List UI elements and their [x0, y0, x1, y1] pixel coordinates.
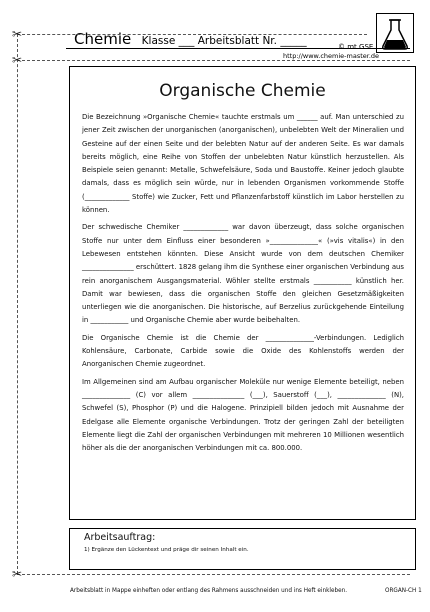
cloze-text: [82, 111, 404, 459]
task-item: 1) Ergänze den Lückentext und präge dir seinen Inhalt ein.: [84, 547, 249, 553]
subject-title: Chemie: [74, 30, 132, 48]
beaker-logo-icon: [376, 13, 414, 53]
task-frame: [69, 528, 416, 570]
paragraph-elements: Im Allgemeinen sind am Aufbau organischer Moleküle nur wenige Elemente beteiligt, neben ______________ (C) vor allem _______________ (___), Sauerstoff (___), ______________ (N), Schwefel (S), Phosphor (P) und die Halogene. Prinzipiell bilden jedoch mit Ausnahme der Edelgase alle Elemente organische Verbindungen. Trotz der geringen Zahl der beteiligten Elemente liegt die Zahl der organischen Verbindungen mit mehreren 10 Millionen wesentlich höher als die der anorganischen Verbindungen mit ca. 800.000.: [82, 377, 404, 453]
main-text-frame: [69, 66, 416, 520]
scissors-icon: ✂: [12, 567, 23, 581]
paragraph-berzelius-woehler: Der schwedische Chemiker _____________ war davon überzeugt, dass solche organischen Stoffe nur unter dem Einfluss einer besonderen »______________« (»vis vitalis«) in den Lebewesen entstehen könnten. Diese Ansicht wurde von dem deutschen Chemiker _______________ erschüttert. 1828 gelang ihm die Synthese einer organischen Verbindung aus rein anorganischem Ausgangsmaterial. Wöhler stellte erstmals ___________ künstlich her. Damit war bewiesen, dass die organischen Stoffe den gleichen Gesetzmäßigkeiten unterliegen wie die anorganischen. Die historische, auf Berzelius zurückgehende Einteilung in ___________ und Organische Chemie aber wurde beibehalten.: [82, 223, 404, 325]
cut-line-header: [17, 60, 410, 61]
footer-code: ORGAN-CH 1: [385, 588, 422, 594]
task-title: Arbeitsauftrag:: [84, 532, 156, 543]
scissors-icon: ✂: [12, 53, 23, 67]
paragraph-definition: Die Organische Chemie ist die Chemie der ______________-Verbindungen. Lediglich Kohlensäure, Carbonate, Carbide sowie die Oxide des Kohlenstoffs werden der Anorganischen Chemie zugeordnet.: [82, 333, 404, 369]
cut-line-top: [17, 34, 367, 35]
footer-instruction: Arbeitsblatt in Mappe einheften oder entlang des Rahmens ausschneiden und ins Heft einkleben.: [70, 588, 348, 594]
class-worksheet-fields: Klasse ___ Arbeitsblatt Nr. _____: [141, 35, 307, 47]
copyright-text: © mt GSE: [338, 43, 374, 51]
website-url: http://www.chemie-master.de: [283, 52, 380, 60]
cut-line-left: [17, 34, 18, 574]
cut-line-bottom: [17, 574, 410, 575]
page-title: Organische Chemie: [159, 81, 326, 101]
paragraph-history: Die Bezeichnung »Organische Chemie« tauchte erstmals um ______ auf. Man unterschied zu jener Zeit zwischen der unorganischen (anorganischen), unbelebten Welt der Mineralien und Gesteine auf der einen Seite und der belebten Natur auf der anderen Seite. Es war damals bereits möglich, eine Reihe von Stoffen der unbelebten Natur künstlich herzustellen. Als Beispiele seien genannt: Metalle, Schwefelsäure, Soda und Baustoffe. Keiner jedoch glaubte damals, dass es möglich sein würde, nur in lebenden Organismen vorkommende Stoffe (_____________ Stoffe) wie Zucker, Fett und Pflanzenfarbstoff künstlich im Labor herstellen zu können.: [82, 113, 404, 215]
scissors-icon: ✂: [12, 27, 23, 41]
header-rule: [66, 48, 410, 49]
header-title-row: [74, 30, 307, 48]
